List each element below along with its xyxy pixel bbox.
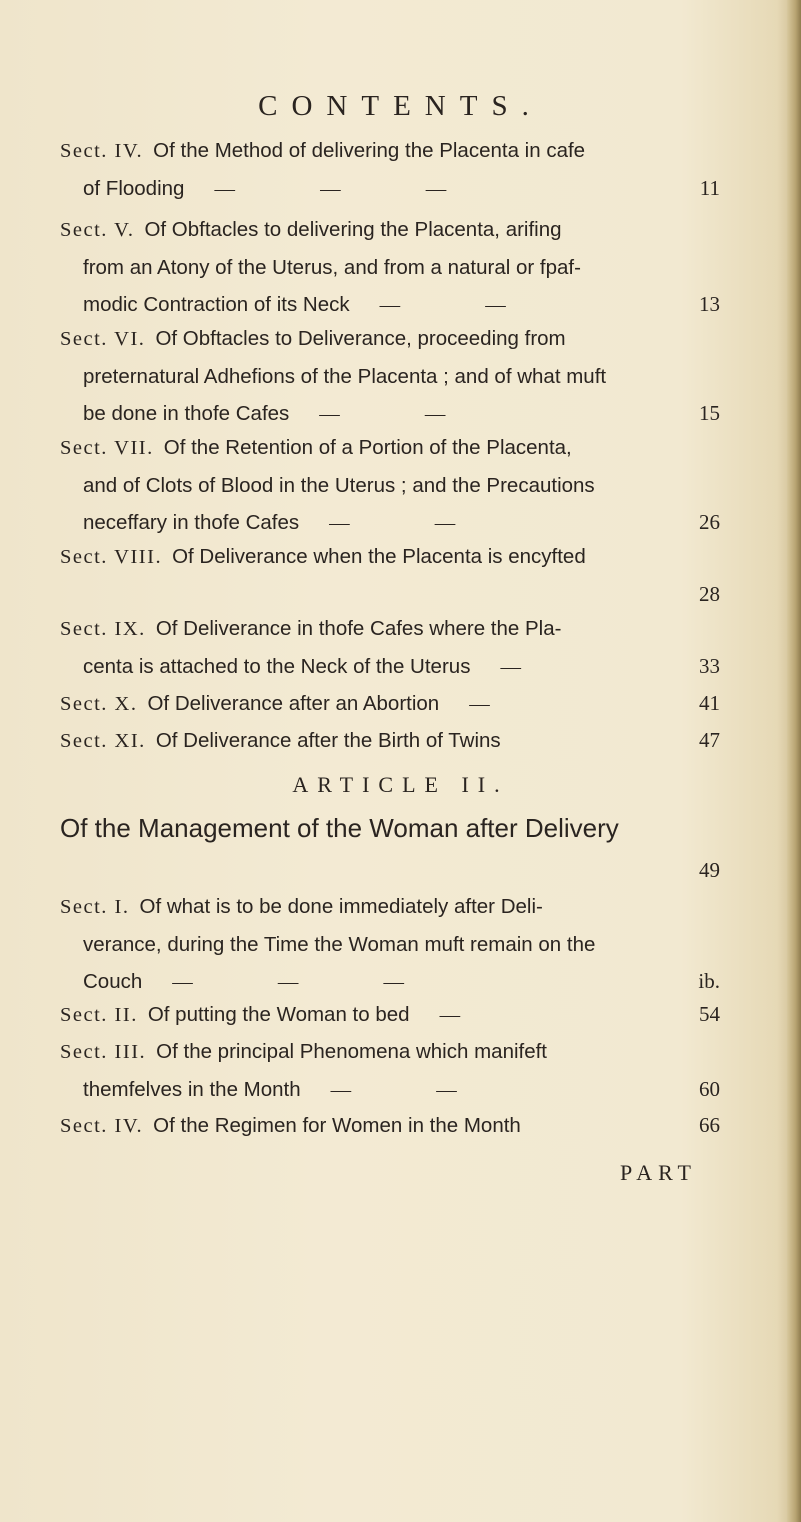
toc-entry xyxy=(60,610,720,686)
section-label: Sect. V. xyxy=(60,219,135,241)
leader-dashes: — xyxy=(469,693,530,715)
toc-entry xyxy=(60,685,720,723)
section-label: Sect. VI. xyxy=(60,328,146,350)
section-label: Sect. IV. xyxy=(60,140,144,162)
page-number: 15 xyxy=(699,401,720,425)
toc-entry xyxy=(60,429,720,542)
entry-text: Of Obftacles to delivering the Placenta, arifing xyxy=(144,218,562,241)
page-number: 60 xyxy=(699,1077,720,1101)
section-label: Sect. IV. xyxy=(60,1115,144,1137)
page-heading: CONTENTS. xyxy=(258,90,543,122)
page-number: 11 xyxy=(699,176,720,200)
entry-text: centa is attached to the Neck of the Uterus xyxy=(83,655,471,678)
toc-entry xyxy=(60,888,720,1001)
section-label: Sect. X. xyxy=(60,693,138,715)
page-number: 26 xyxy=(699,510,720,534)
catchword: PART xyxy=(620,1160,697,1185)
section-label: Sect. I. xyxy=(60,896,130,918)
page-number: 13 xyxy=(699,292,720,316)
entry-line xyxy=(60,286,720,324)
page-number: 66 xyxy=(699,1113,720,1137)
entry-line xyxy=(60,467,720,504)
entry-line xyxy=(60,320,720,358)
entry-line xyxy=(60,648,720,686)
section-label: Sect. IX. xyxy=(60,618,146,640)
entry-text: modic Contraction of its Neck xyxy=(83,293,350,316)
toc-entry xyxy=(60,211,720,324)
entry-text: Of putting the Woman to bed xyxy=(147,1003,410,1026)
entry-line xyxy=(60,996,720,1034)
leader-dashes: — — xyxy=(329,512,496,534)
entry-line xyxy=(60,132,720,170)
entry-line xyxy=(60,358,720,395)
toc-entry xyxy=(60,1033,720,1109)
entry-line xyxy=(60,1033,720,1071)
entry-line xyxy=(60,170,720,208)
toc-entry xyxy=(60,320,720,433)
entry-line xyxy=(60,926,720,963)
page-number: 41 xyxy=(699,691,720,715)
leader-dashes: — — — xyxy=(172,971,445,993)
entry-line xyxy=(60,249,720,286)
leader-dashes: — — xyxy=(379,294,546,316)
entry-text: Of what is to be done immediately after Deli- xyxy=(139,895,543,918)
entry-text: verance, during the Time the Woman muft remain on the xyxy=(83,933,596,956)
entry-line xyxy=(60,888,720,926)
entry-line xyxy=(60,1071,720,1109)
entry-text: Of the principal Phenomena which manifeft xyxy=(156,1040,548,1063)
page-number: 54 xyxy=(699,1002,720,1026)
page-number: ib. xyxy=(698,969,720,993)
section-label: Sect. XI. xyxy=(60,730,146,752)
entry-text: preternatural Adhefions of the Placenta ; and of what muft xyxy=(83,365,607,388)
entry-line xyxy=(60,1107,720,1145)
entry-line xyxy=(60,504,720,542)
section-label: Sect. VIII. xyxy=(60,546,163,568)
entry-text: Of the Regimen for Women in the Month xyxy=(153,1114,521,1137)
entry-line xyxy=(60,538,720,576)
entry-line xyxy=(60,211,720,249)
entry-text: themfelves in the Month xyxy=(83,1078,301,1101)
entry-text: neceffary in thofe Cafes xyxy=(83,511,300,534)
entry-text: and of Clots of Blood in the Uterus ; and the Precautions xyxy=(83,474,595,497)
toc-entry xyxy=(60,1107,720,1145)
entry-text: Of Deliverance after the Birth of Twins xyxy=(155,729,501,752)
entry-text: from an Atony of the Uterus, and from a natural or fpaf- xyxy=(83,256,581,279)
page-number: 33 xyxy=(699,654,720,678)
leader-dashes: — — xyxy=(330,1079,497,1101)
entry-text: Of the Retention of a Portion of the Placenta, xyxy=(163,436,572,459)
leader-dashes: — — — xyxy=(214,178,487,200)
entry-text: be done in thofe Cafes xyxy=(83,402,290,425)
toc-entry xyxy=(60,722,720,760)
entry-line xyxy=(60,395,720,433)
entry-text: Of Obftacles to Deliverance, proceeding from xyxy=(155,327,566,350)
entry-text: of Flooding xyxy=(83,177,185,200)
entry-text: Of Deliverance after an Abortion xyxy=(147,692,440,715)
page-number: 47 xyxy=(699,728,720,752)
article-heading: ARTICLE II. xyxy=(292,772,509,797)
entry-text: Of Deliverance in thofe Cafes where the Pla- xyxy=(155,617,562,640)
page-number: 28 xyxy=(699,582,720,606)
toc-entry xyxy=(60,538,720,613)
entry-text: Of the Method of delivering the Placenta in cafe xyxy=(153,139,586,162)
page-edge xyxy=(787,0,801,1522)
entry-line xyxy=(60,610,720,648)
article-subtitle: Of the Management of the Woman after Delivery xyxy=(60,813,619,843)
toc-entry xyxy=(60,132,720,208)
entry-text: Of Deliverance when the Placenta is encyfted xyxy=(172,545,586,568)
section-label: Sect. VII. xyxy=(60,437,154,459)
entry-line xyxy=(60,429,720,467)
entry-text: Couch xyxy=(83,970,143,993)
entry-line xyxy=(60,685,720,723)
toc-entry xyxy=(60,996,720,1034)
section-label: Sect. II. xyxy=(60,1004,138,1026)
leader-dashes: — xyxy=(439,1004,501,1026)
article-page-number: 49 xyxy=(699,858,720,882)
entry-line xyxy=(60,722,720,760)
leader-dashes: — xyxy=(500,656,561,678)
section-label: Sect. III. xyxy=(60,1041,147,1063)
leader-dashes: — — xyxy=(319,403,486,425)
